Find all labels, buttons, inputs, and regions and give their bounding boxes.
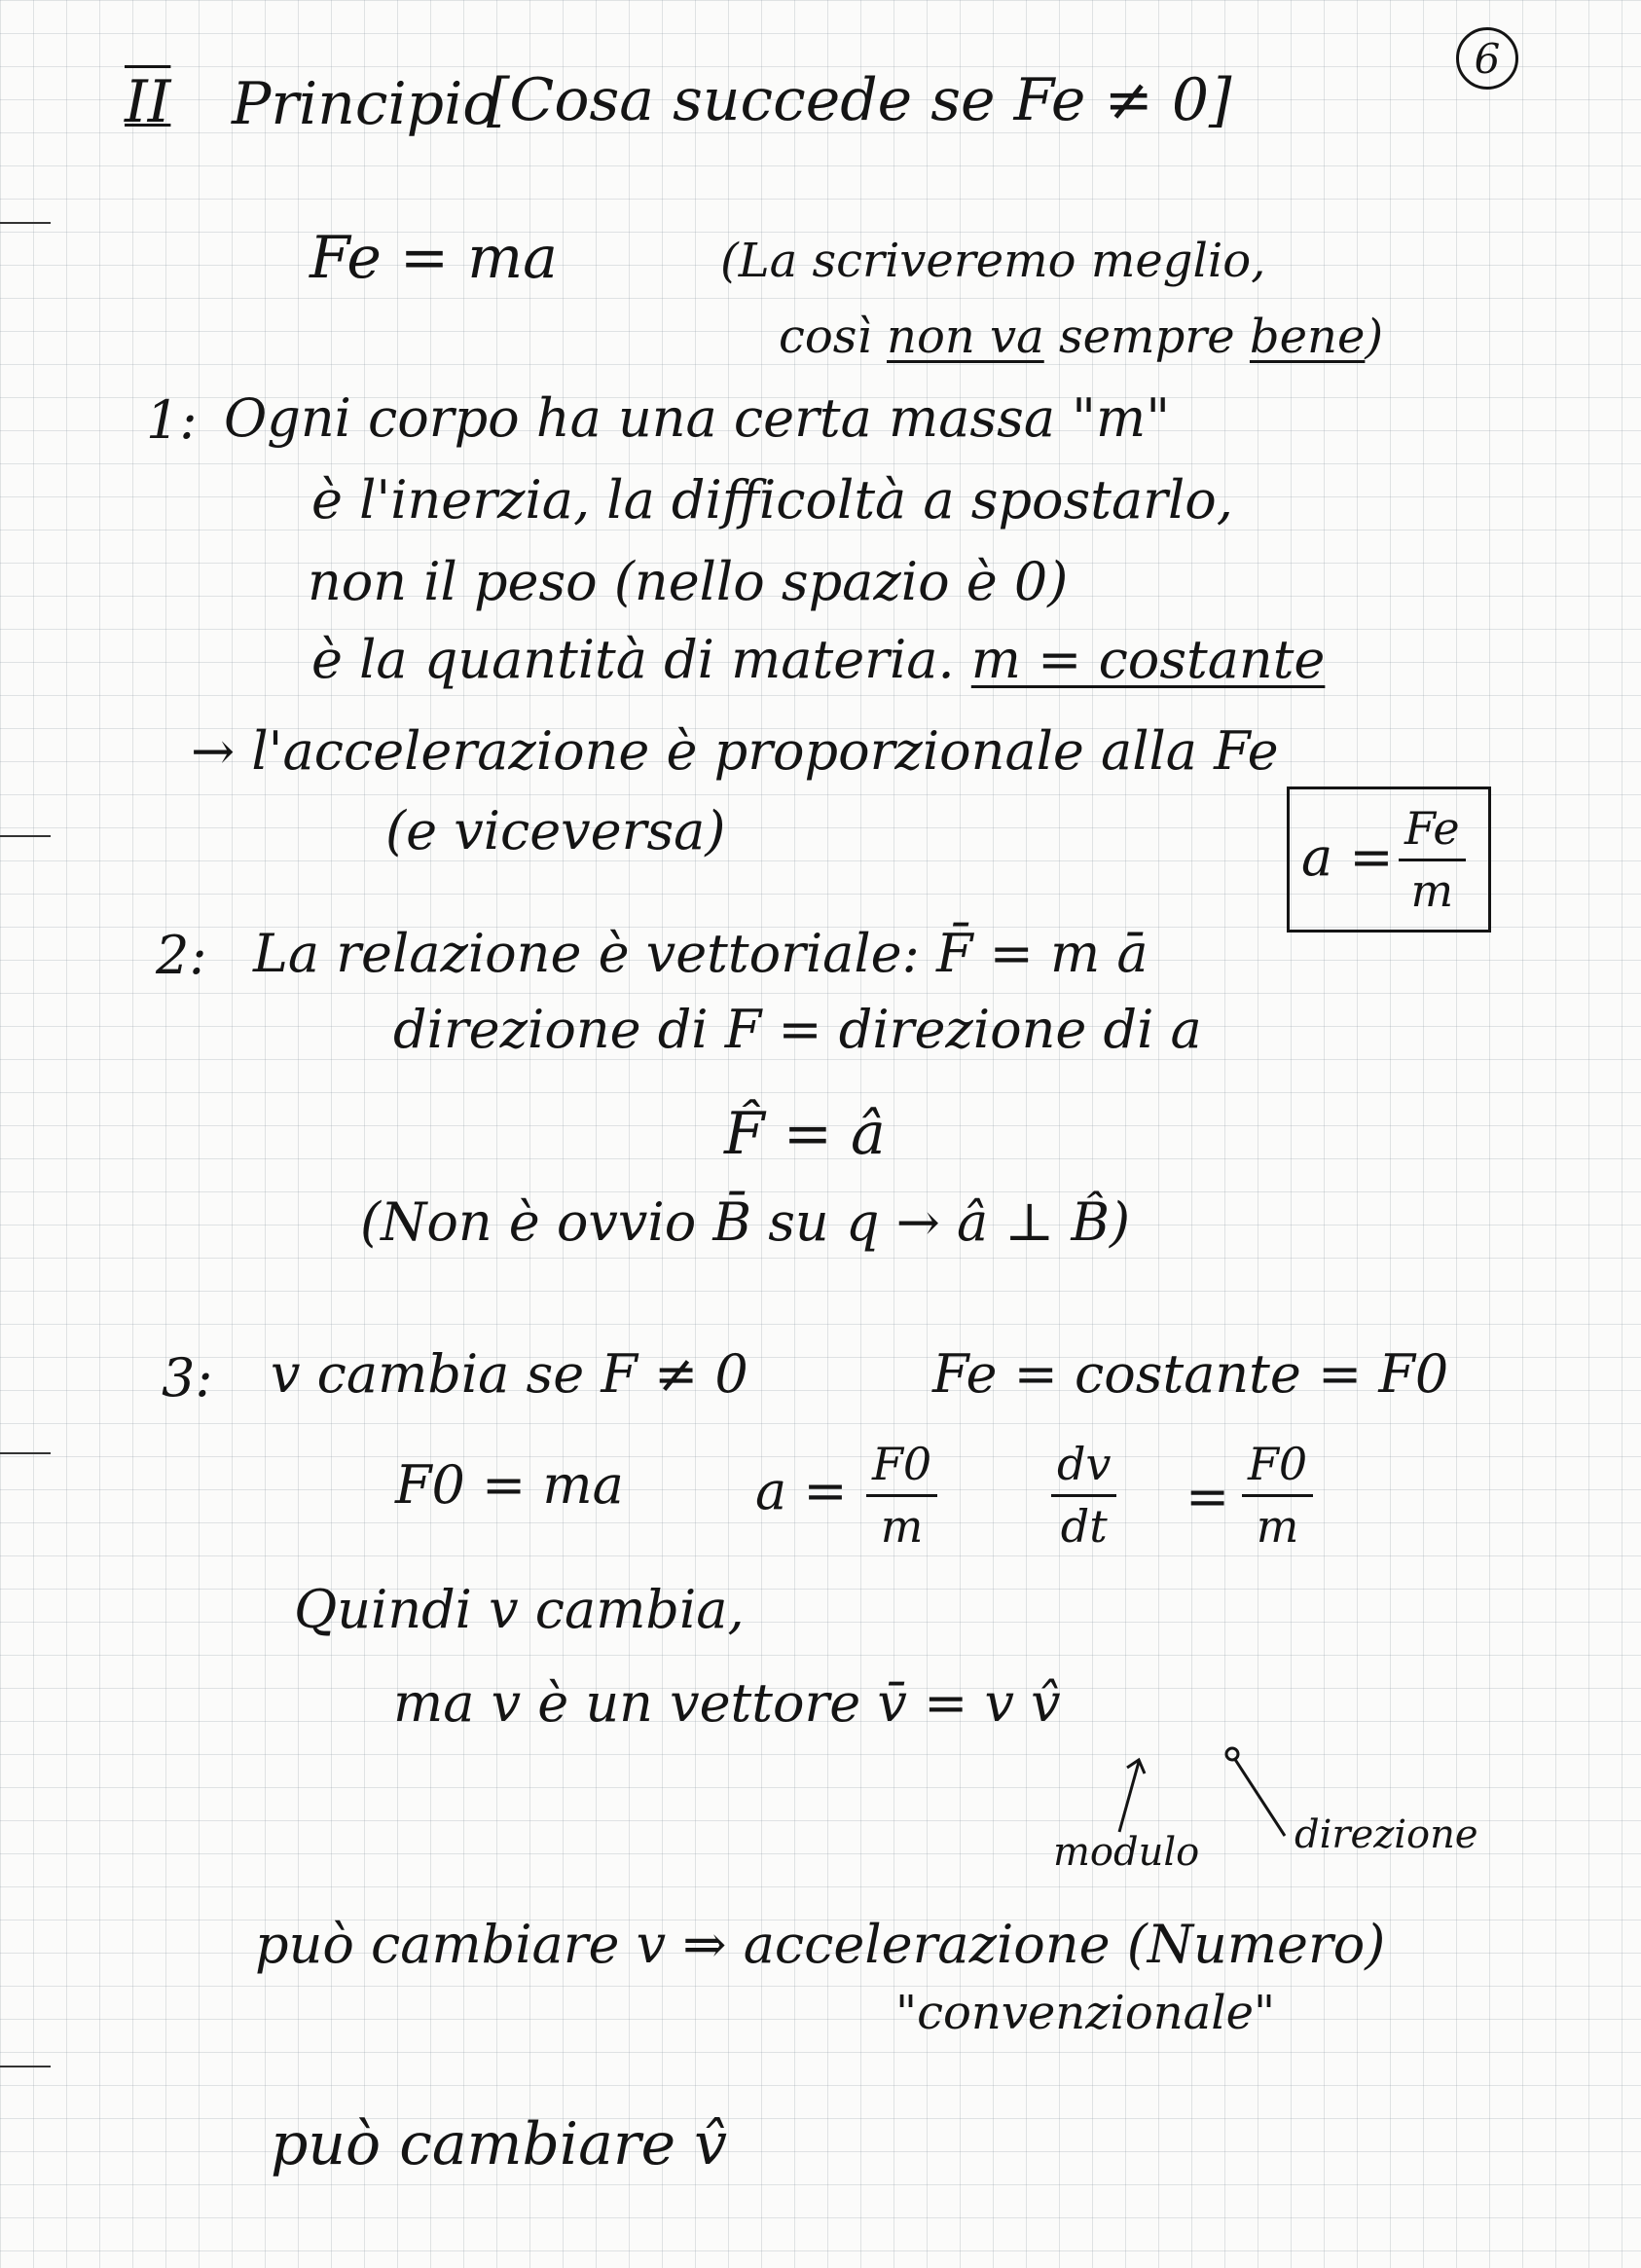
margin-mark [0, 2066, 51, 2067]
label-direzione: direzione [1295, 1812, 1478, 1857]
section-title: Principio [232, 70, 498, 138]
eq3-rhs-denominator: m [1256, 1499, 1299, 1553]
point3-line1b: Fe = costante = F0 [932, 1343, 1449, 1405]
point2-line2: direzione di F = direzione di a [393, 999, 1202, 1060]
point3-eq2-lhs: a = [755, 1460, 848, 1521]
eq3-rhs-fraction [1242, 1439, 1313, 1553]
eq2-numerator: F0 [872, 1438, 932, 1490]
point1-line4: è la quantità di materia. m = costante [311, 629, 1326, 690]
fraction-bar [866, 1494, 937, 1497]
box-fraction [1399, 803, 1466, 917]
point3-line1a: v cambia se F ≠ 0 [271, 1343, 748, 1405]
proportional-viceversa: (e viceversa) [385, 800, 726, 861]
point3-eq1: F0 = ma [395, 1454, 624, 1516]
formula-note-line1: (La scriveremo meglio, [720, 234, 1266, 288]
eq3-derivative [1051, 1439, 1116, 1553]
point1-line1: Ogni corpo ha una certa massa "m" [224, 387, 1171, 449]
label-modulo: modulo [1053, 1830, 1200, 1875]
point2-line3: F̂ = â [724, 1100, 886, 1168]
section-bracket-note: [Cosa succede se Fe ≠ 0] [487, 66, 1232, 134]
point2-line1: La relazione è vettoriale: F̄ = m ā [253, 923, 1149, 984]
eq2-fraction [866, 1439, 937, 1553]
point3-line5: può cambiare v ⇒ accelerazione (Numero) [255, 1914, 1386, 1975]
box-denominator: m [1410, 863, 1454, 917]
point1-line3: non il peso (nello spazio è 0) [308, 551, 1069, 612]
point1-line2: è l'inerzia, la difficoltà a spostarlo, [311, 469, 1233, 530]
eq3-rhs-numerator: F0 [1248, 1438, 1308, 1490]
proportional-statement: → l'accelerazione è proporzionale alla Fe [191, 720, 1279, 782]
point2-line4: (Non è ovvio B̄ su q → â ⊥ B̂) [360, 1191, 1131, 1253]
section-roman: II [125, 68, 171, 136]
fraction-bar [1242, 1494, 1313, 1497]
fraction-bar [1399, 859, 1466, 861]
point3-line4: ma v è un vettore v̄ = v v̂ [393, 1672, 1061, 1734]
boxed-formula [1287, 786, 1491, 933]
margin-mark [0, 835, 51, 837]
point2-label: 2: [156, 925, 207, 986]
formula-note-line2: così non va sempre bene) [779, 310, 1384, 364]
box-numerator: Fe [1404, 802, 1460, 855]
eq3-denominator: dt [1060, 1499, 1108, 1553]
page-number: 6 [1456, 27, 1518, 90]
fraction-bar [1051, 1494, 1116, 1497]
main-formula: Fe = ma [310, 224, 558, 292]
margin-mark [0, 222, 51, 224]
eq2-denominator: m [880, 1499, 924, 1553]
margin-mark [0, 1452, 51, 1454]
eq3-equals: = [1185, 1466, 1230, 1527]
point3-line3: Quindi v cambia, [294, 1579, 745, 1640]
point3-line6: può cambiare v̂ [271, 2110, 728, 2178]
eq3-numerator: dv [1057, 1438, 1112, 1490]
point1-label: 1: [146, 389, 198, 451]
point3-label: 3: [162, 1347, 213, 1408]
box-lhs: a = [1301, 826, 1394, 888]
point3-line5b: "convenzionale" [895, 1986, 1276, 2040]
